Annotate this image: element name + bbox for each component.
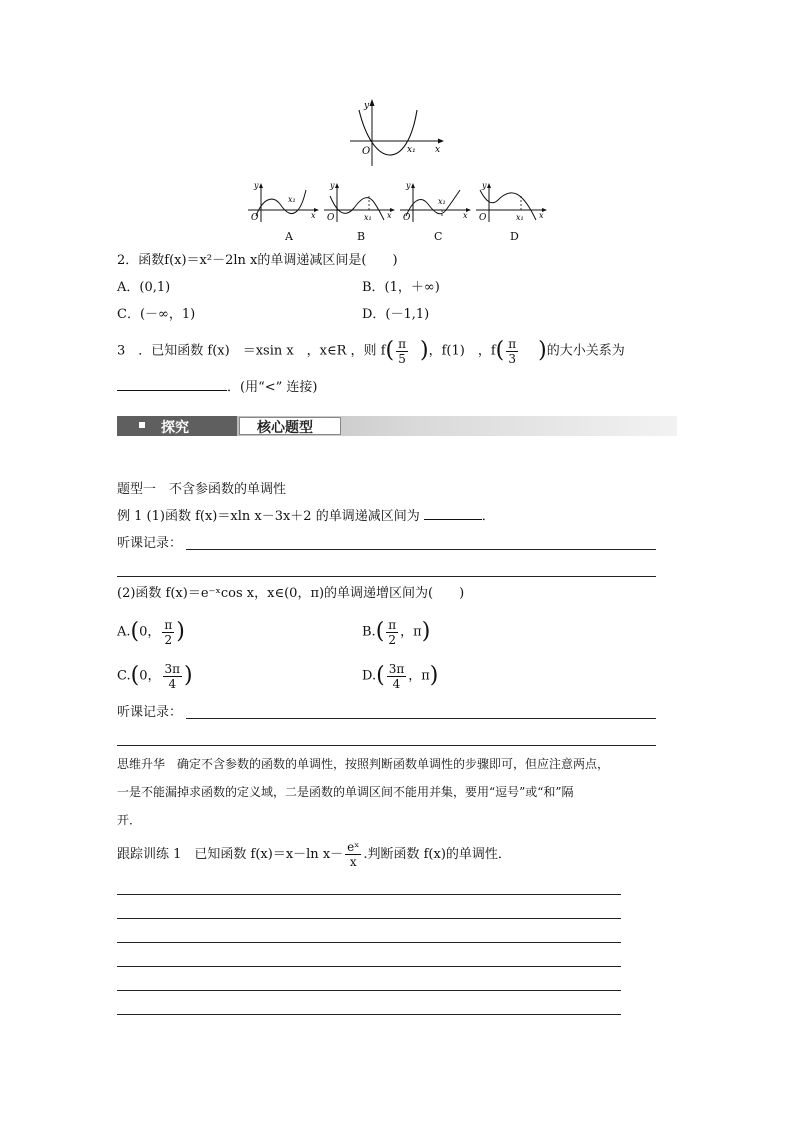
numerator: 3π xyxy=(164,661,181,676)
practice-text-post: .判断函数 f(x)的单调性． xyxy=(363,847,511,862)
origin-label: O xyxy=(479,213,487,223)
y-axis-arrow xyxy=(411,183,415,188)
note-line[interactable] xyxy=(186,549,656,550)
option-letter-b: B xyxy=(357,230,366,243)
curve-a xyxy=(256,190,306,216)
option-letter-a: A xyxy=(285,230,293,243)
answer-line[interactable] xyxy=(117,894,621,895)
numerator: π xyxy=(398,336,406,351)
answer-blank[interactable] xyxy=(424,519,482,520)
option-letter: B. xyxy=(362,624,376,640)
x1-label: x₁ xyxy=(288,195,296,204)
answer-line[interactable] xyxy=(117,1014,621,1015)
answer-line[interactable] xyxy=(117,942,621,943)
option-letter-c: C xyxy=(434,230,443,243)
fraction-pi-over-5 xyxy=(396,337,408,366)
curve-d xyxy=(480,190,536,220)
type-1-title: 题型一 不含参函数的单调性 xyxy=(117,482,287,497)
curve-c xyxy=(406,190,460,216)
option-text: ，π xyxy=(408,668,430,684)
question-2-option-c: C．(－∞，1) xyxy=(117,307,196,322)
origin-label: O xyxy=(327,213,335,223)
option-text: ，π xyxy=(400,624,422,640)
x1-label: x₁ xyxy=(516,213,524,222)
section-banner xyxy=(117,416,677,436)
x-label: x xyxy=(311,211,316,220)
option-graph-a xyxy=(246,180,324,224)
banner-core-topic-label: 核心题型 xyxy=(257,420,313,436)
answer-line[interactable] xyxy=(117,966,621,967)
example-1-part-1 xyxy=(117,508,495,526)
example-option-c: C.(0， $\frac{3\pi}{4}$ ) xyxy=(117,661,193,691)
question-2-stem: 2．函数f(x)＝x²－2ln x的单调递减区间是( ) xyxy=(117,253,398,268)
note-line[interactable] xyxy=(186,718,656,719)
banner-explore-label: 探究 xyxy=(161,420,189,436)
x1-label: x₁ xyxy=(407,145,416,155)
main-function-graph xyxy=(345,96,450,171)
option-graph-b xyxy=(322,180,400,224)
origin-label: O xyxy=(362,146,371,157)
origin-label: O xyxy=(251,213,259,223)
option-letter: D. xyxy=(362,668,377,684)
option-text: 0， xyxy=(139,668,161,684)
x-label: x xyxy=(463,211,468,220)
answer-line[interactable] xyxy=(117,990,621,991)
denominator: x xyxy=(349,855,357,869)
curve-b xyxy=(330,196,384,220)
option-letter: C. xyxy=(117,668,131,684)
banner-bullet-icon xyxy=(139,422,145,428)
question-2-option-a: A．(0,1) xyxy=(117,280,171,295)
answer-line[interactable] xyxy=(117,918,621,919)
x-label: x xyxy=(435,145,441,155)
note-label-1: 听课记录： xyxy=(117,536,183,551)
q3-part4: ．(用“<” 连接) xyxy=(227,380,318,395)
x1-label: x₁ xyxy=(438,197,446,206)
option-graph-c xyxy=(398,180,476,224)
right-paren: ) xyxy=(538,338,547,363)
q3-part1: 3 ．已知函数 f(x) ＝xsin x ，x∈R ，则 f xyxy=(117,343,386,359)
thinking-line-3: 开． xyxy=(117,813,142,827)
example-1-end: ． xyxy=(481,509,495,524)
fraction-pi-over-3 xyxy=(506,337,518,366)
example-option-a: A.(0， $\frac{\pi}{2}$ ) xyxy=(117,617,185,647)
y-label: y xyxy=(254,181,259,190)
question-2-option-b: B．(1，＋∞) xyxy=(362,280,440,295)
y-axis-arrow xyxy=(259,183,263,188)
note-label-2: 听课记录： xyxy=(117,705,183,720)
x-label: x xyxy=(387,211,392,220)
denominator: 5 xyxy=(398,351,406,366)
denominator: 2 xyxy=(388,632,397,647)
thinking-line-2: 一是不能漏掉求函数的定义域，二是函数的单调区间不能用并集，要用“逗号”或“和”隔 xyxy=(117,785,574,799)
note-line[interactable] xyxy=(117,745,656,746)
thinking-line-1: 思维升华 确定不含参数的函数的单调性，按照判断函数单调性的步骤即可，但应注意两点， xyxy=(117,757,610,771)
x1-label: x₁ xyxy=(364,213,372,222)
left-paren: ( xyxy=(495,338,505,363)
right-paren: ) xyxy=(420,338,429,363)
numerator: eˣ xyxy=(347,840,360,854)
x-label: x xyxy=(539,211,544,220)
option-letter-d: D xyxy=(510,230,519,243)
y-label: y xyxy=(364,101,370,111)
denominator: 4 xyxy=(168,676,177,691)
origin-label: O xyxy=(403,213,411,223)
option-letter: A. xyxy=(117,624,131,640)
numerator: π xyxy=(388,617,397,632)
denominator: 4 xyxy=(392,676,401,691)
example-option-b: B.( $\frac{\pi}{2}$ ，π) xyxy=(362,617,431,647)
y-axis-arrow xyxy=(335,183,339,188)
y-label: y xyxy=(330,181,335,190)
question-3-answer-line xyxy=(117,379,317,397)
numerator: π xyxy=(164,617,173,632)
y-label: y xyxy=(482,181,487,190)
y-axis-arrow xyxy=(370,99,375,106)
x-axis-arrow xyxy=(438,139,444,144)
question-2-option-d: D．(－1,1) xyxy=(362,307,430,322)
practice-text-pre: 跟踪训练 1 已知函数 f(x)＝x－ln x－ xyxy=(117,847,344,862)
example-1-text: 例 1 (1)函数 f(x)＝xln x－3x＋2 的单调递减区间为 xyxy=(117,509,420,524)
numerator: π xyxy=(508,336,517,351)
practice-1 xyxy=(117,838,511,872)
numerator: 3π xyxy=(388,661,405,676)
y-label: y xyxy=(406,181,411,190)
option-graph-d xyxy=(474,180,552,224)
example-option-d: D.( $\frac{3\pi}{4}$ ，π) xyxy=(362,661,439,691)
note-line[interactable] xyxy=(117,576,656,577)
q3-part2: ，f(1) ，f xyxy=(428,343,496,359)
denominator: 2 xyxy=(164,632,173,647)
y-axis-arrow xyxy=(487,183,491,188)
left-paren: ( xyxy=(385,338,395,363)
denominator: 3 xyxy=(508,351,516,366)
q3-part3: 的大小关系为 xyxy=(546,343,625,359)
answer-blank[interactable] xyxy=(117,390,227,391)
example-1-part-2: (2)函数 f(x)＝e⁻ˣcos x，x∈(0，π)的单调递增区间为( ) xyxy=(117,586,465,601)
option-text: 0， xyxy=(139,624,161,640)
question-3-stem xyxy=(117,334,625,369)
